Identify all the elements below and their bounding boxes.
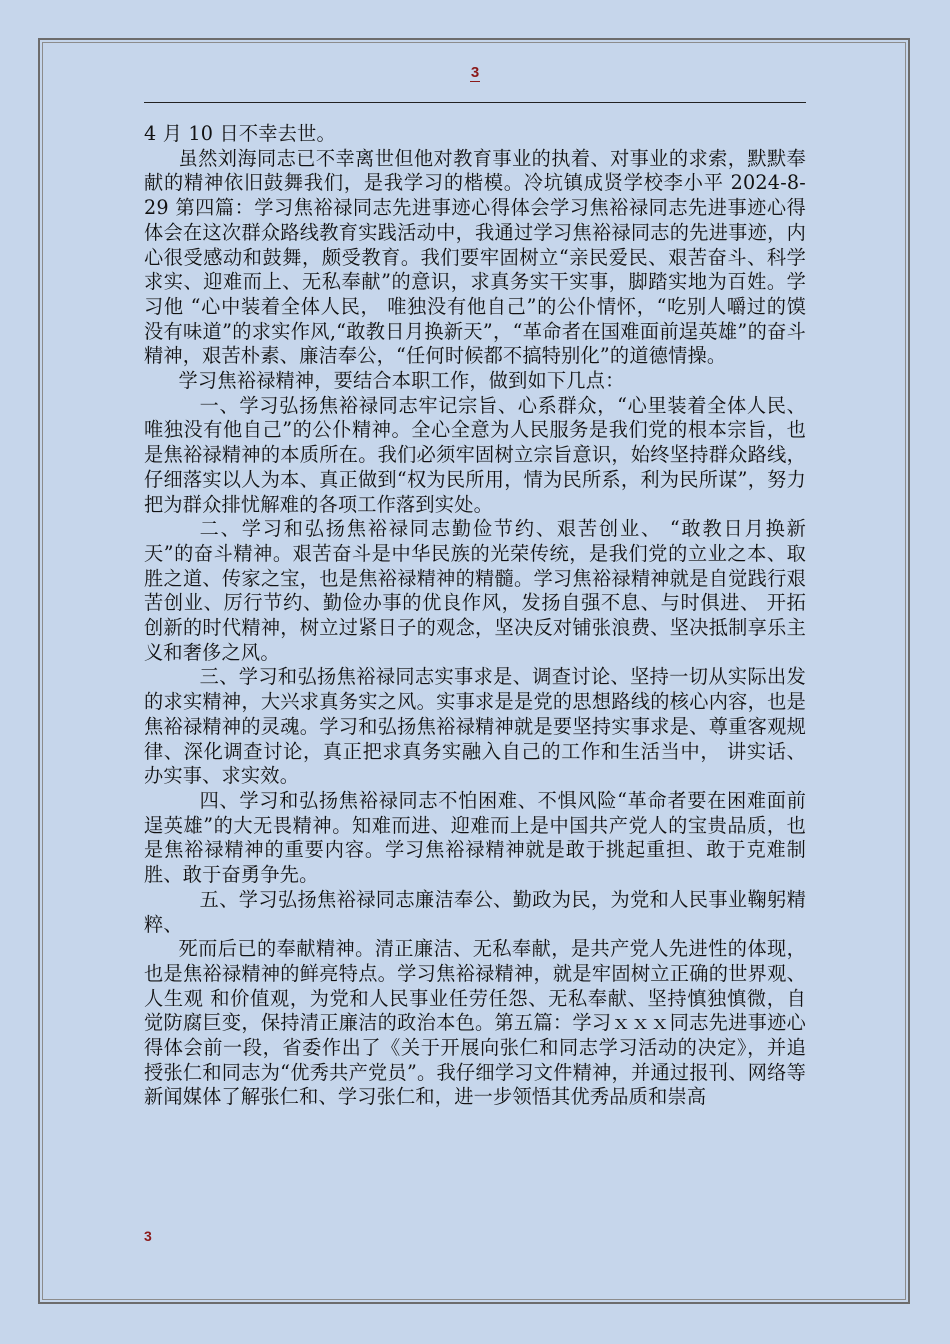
header-rule <box>144 102 806 103</box>
header-page-number-text: 3 <box>470 64 480 81</box>
body-paragraph: 学习焦裕禄精神，要结合本职工作，做到如下几点： <box>178 369 625 393</box>
footer-page-number: 3 <box>144 1228 152 1244</box>
body-paragraph: 三、学习和弘扬焦裕禄同志实事求是、调查讨论、坚持一切从实际出发的求实精神，大兴求真务实之风。实事求是是党的思想路线的核心内容，也是焦裕禄精神的灵魂。学习和弘扬焦裕禄精神就是要坚持实事求是、尊重客观规律、深化调查讨论，真正把求真务实融入自己的工作和生活当中， 讲实话、办实事、求实效。 <box>144 665 806 788</box>
body-paragraph: 五、学习弘扬焦裕禄同志廉洁奉公、勤政为民，为党和人民事业鞠躬精粹、 <box>144 887 806 936</box>
body-paragraph: 4 月 10 日不幸去世。 <box>144 122 336 145</box>
body-paragraph: 二、学习和弘扬焦裕禄同志勤俭节约、艰苦创业、 “敢教日月换新天”的奋斗精神。艰苦奋斗是中华民族的光荣传统，是我们党的立业之本、取胜之道、传家之宝，也是焦裕禄精神的精髓。学习焦裕禄精神就是自觉践行艰苦创业、厉行节约、勤俭办事的优良作风，发扬自强不息、与时俱进、 开拓创新的时代精神，树立过紧日子的观念，坚决反对铺张浪费、坚决抵制享乐主义和奢侈之风。 <box>144 517 806 664</box>
body-paragraph: 虽然刘海同志已不幸离世但他对教育事业的执着、对事业的求索，默默奉献的精神依旧鼓舞我们，是我学习的楷模。冷坑镇成贤学校李小平 2024-8-29 第四篇：学习焦裕禄同志先进事迹心得体会学习焦裕禄同志先进事迹心得体会在这次群众路线教育实践活动中，我通过学习焦裕禄同志的先进事迹，内心很受感动和鼓舞，颇受教育。我们要牢固树立“亲民爱民、艰苦奋斗、科学求实、迎难而上、无私奉献”的意识，求真务实干实事，脚踏实地为百姓。学习他 “心中装着全体人民， 唯独没有他自己”的公仆情怀，“吃别人嚼过的馍没有味道”的求实作风,“敢教日月换新天”，“革命者在国难面前逞英雄”的奋斗精神，艰苦朴素、廉洁奉公，“任何时候都不搞特别化”的道德情操。 <box>144 146 806 368</box>
header-page-number <box>0 64 950 81</box>
body-paragraph: 一、学习弘扬焦裕禄同志牢记宗旨、心系群众，“心里装着全体人民、唯独没有他自己”的公仆精神。全心全意为人民服务是我们党的根本宗旨，也是焦裕禄精神的本质所在。我们必须牢固树立宗旨意识，始终坚持群众路线，仔细落实以人为本、真正做到“权为民所用，情为民所系，利为民所谋”，努力把为群众排忧解难的各项工作落到实处。 <box>144 393 806 516</box>
body-paragraph: 四、学习和弘扬焦裕禄同志不怕困难、不惧风险“革命者要在困难面前逞英雄”的大无畏精神。知难而进、迎难而上是中国共产党人的宝贵品质，也是焦裕禄精神的重要内容。学习焦裕禄精神就是敢于挑起重担、敢于克难制胜、敢于奋勇争先。 <box>144 788 806 887</box>
document-body <box>144 122 806 1110</box>
body-paragraph: 死而后已的奉献精神。清正廉洁、无私奉献，是共产党人先进性的体现，也是焦裕禄精神的鲜亮特点。学习焦裕禄精神，就是牢固树立正确的世界观、人生观 和价值观，为党和人民事业任劳任怨、无私奉献、坚持慎独慎微，自觉防腐巨变，保持清正廉洁的政治本色。第五篇：学习ｘｘｘ同志先进事迹心得体会前一段，省委作出了《关于开展向张仁和同志学习活动的决定》，并追授张仁和同志为“优秀共产党员”。我仔细学习文件精神，并通过报刊、网络等新闻媒体了解张仁和、学习张仁和，进一步领悟其优秀品质和崇高 <box>144 937 806 1109</box>
